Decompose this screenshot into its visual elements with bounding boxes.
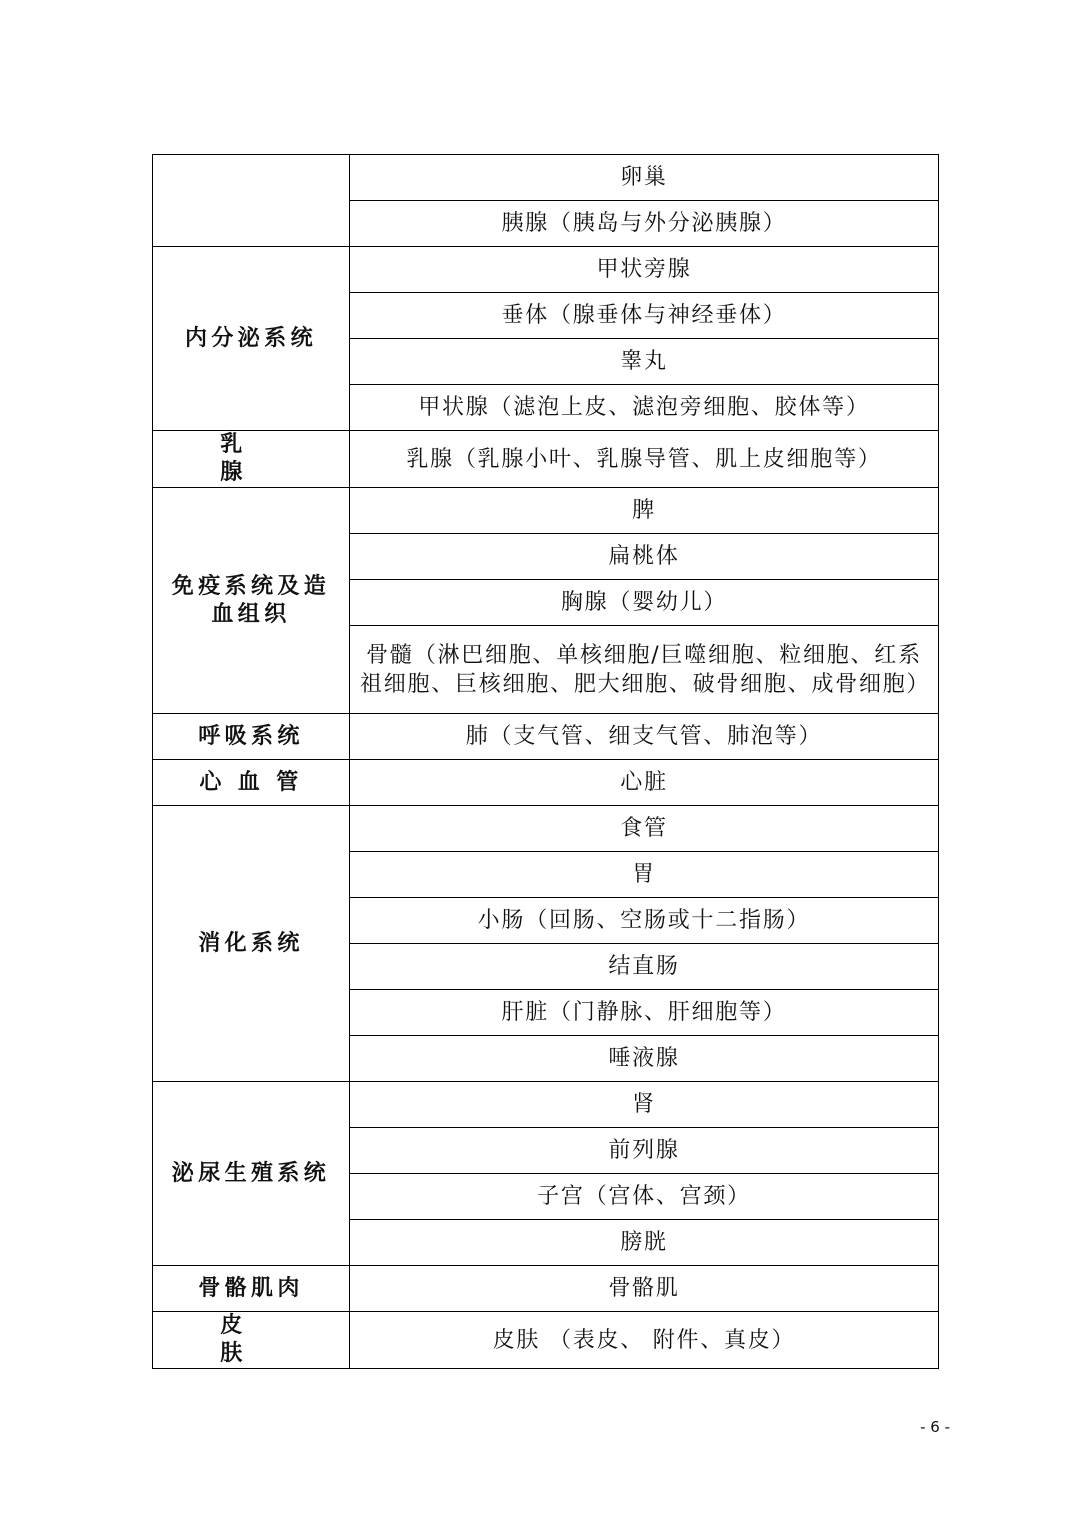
table-row	[153, 1266, 939, 1312]
item-cell: 心脏	[350, 760, 939, 806]
item-cell: 唾液腺	[350, 1036, 939, 1082]
item-cell: 骨骼肌	[350, 1266, 939, 1312]
item-cell: 睾丸	[350, 339, 939, 385]
item-cell: 膀胱	[350, 1220, 939, 1266]
category-cell-musculoskeletal: 骨骼肌肉	[153, 1266, 350, 1312]
table-row	[153, 155, 939, 201]
item-cell: 甲状腺（滤泡上皮、滤泡旁细胞、胶体等）	[350, 385, 939, 431]
item-cell: 肾	[350, 1082, 939, 1128]
table-row	[153, 1082, 939, 1128]
category-cell-urogenital: 泌尿生殖系统	[153, 1082, 350, 1266]
item-cell: 胃	[350, 852, 939, 898]
table-row	[153, 760, 939, 806]
table-row	[153, 247, 939, 293]
table-row	[153, 431, 939, 488]
item-cell: 垂体（腺垂体与神经垂体）	[350, 293, 939, 339]
item-cell: 扁桃体	[350, 534, 939, 580]
category-cell-skin: 皮 肤	[153, 1312, 350, 1369]
item-cell: 乳腺（乳腺小叶、乳腺导管、肌上皮细胞等）	[350, 431, 939, 488]
table-row	[153, 806, 939, 852]
item-cell: 骨髓（淋巴细胞、单核细胞/巨噬细胞、粒细胞、红系祖细胞、巨核细胞、肥大细胞、破骨细胞、成骨细胞）	[350, 626, 939, 714]
category-cell-digestive: 消化系统	[153, 806, 350, 1082]
category-cell-cardiovascular: 心 血 管	[153, 760, 350, 806]
table-row	[153, 1312, 939, 1369]
item-cell: 卵巢	[350, 155, 939, 201]
item-cell: 皮肤 （表皮、 附件、真皮）	[350, 1312, 939, 1369]
table-row	[153, 714, 939, 760]
item-cell: 脾	[350, 488, 939, 534]
item-cell: 肺（支气管、细支气管、肺泡等）	[350, 714, 939, 760]
item-cell: 小肠（回肠、空肠或十二指肠）	[350, 898, 939, 944]
item-cell: 胸腺（婴幼儿）	[350, 580, 939, 626]
organ-table	[152, 154, 939, 1369]
category-cell-empty	[153, 155, 350, 247]
item-cell: 子宫（宫体、宫颈）	[350, 1174, 939, 1220]
item-cell: 甲状旁腺	[350, 247, 939, 293]
page-number: - 6 -	[920, 1418, 950, 1436]
table-row	[153, 488, 939, 534]
item-cell: 胰腺（胰岛与外分泌胰腺）	[350, 201, 939, 247]
category-cell-immune: 免疫系统及造血组织	[153, 488, 350, 714]
item-cell: 食管	[350, 806, 939, 852]
item-cell: 结直肠	[350, 944, 939, 990]
item-cell: 前列腺	[350, 1128, 939, 1174]
category-cell-breast: 乳 腺	[153, 431, 350, 488]
item-cell: 肝脏（门静脉、肝细胞等）	[350, 990, 939, 1036]
category-cell-endocrine: 内分泌系统	[153, 247, 350, 431]
category-cell-respiratory: 呼吸系统	[153, 714, 350, 760]
